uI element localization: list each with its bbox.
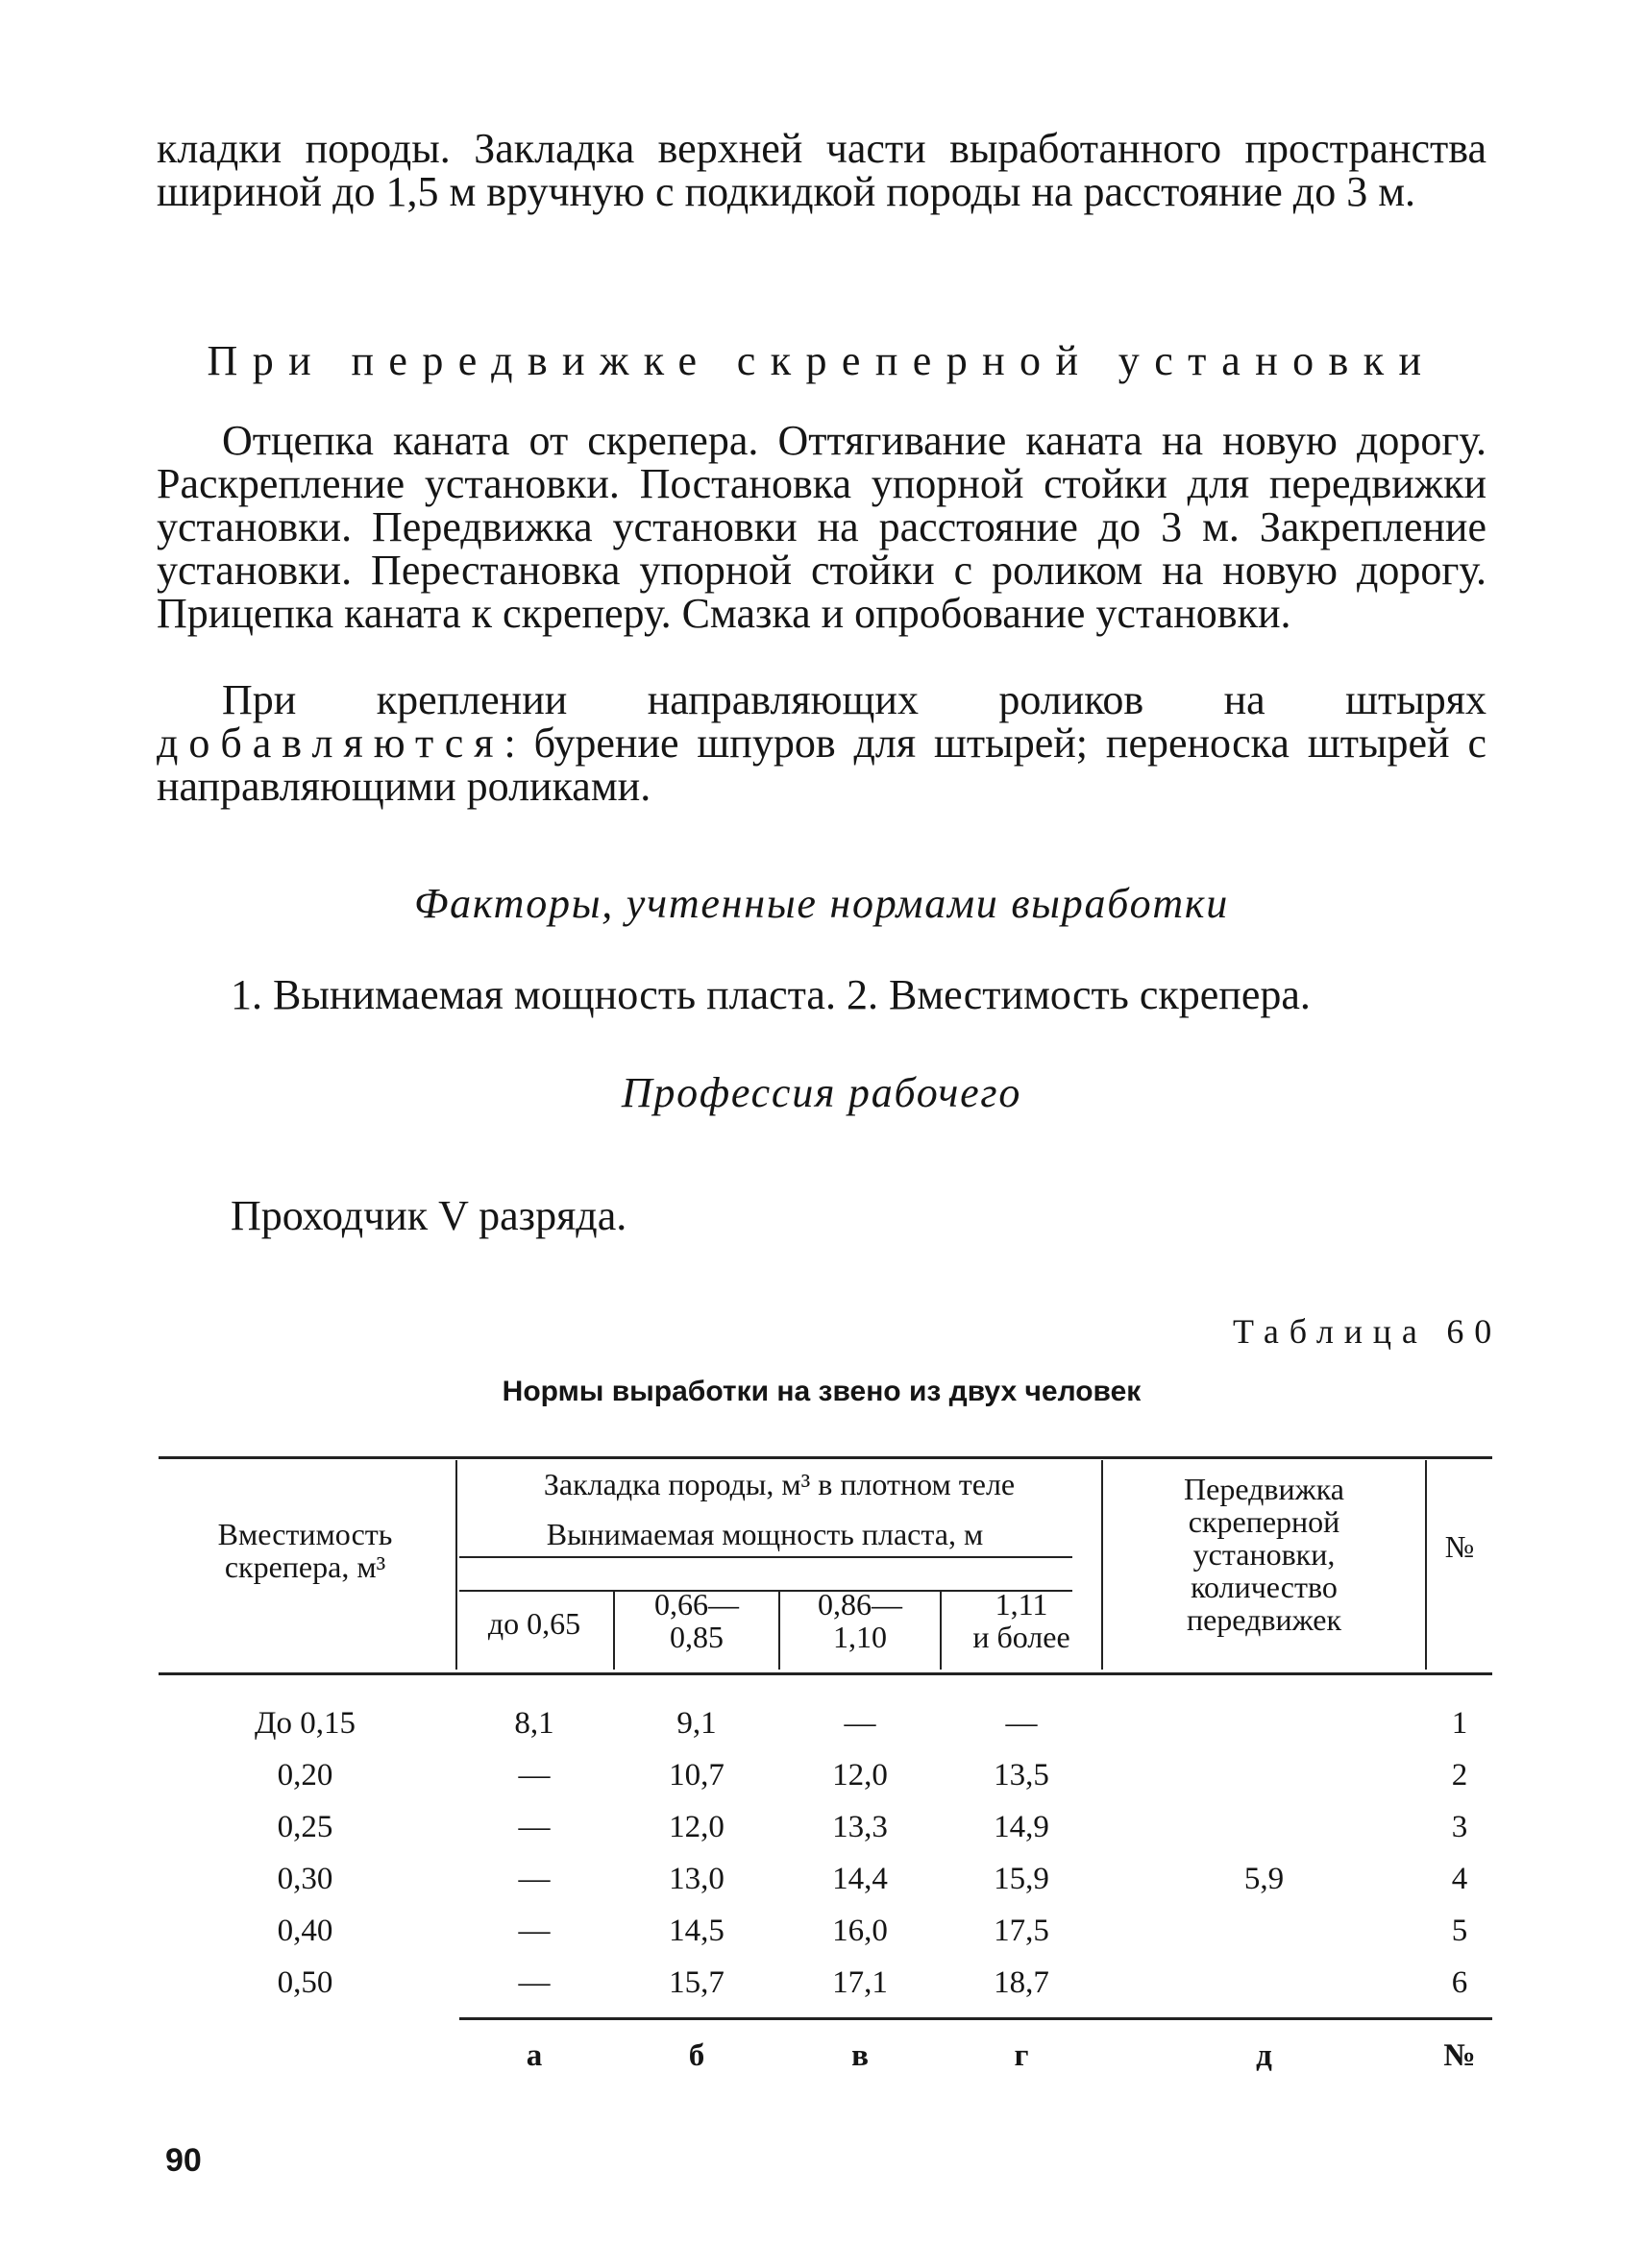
cell-a: — [518, 1758, 551, 1792]
header-col-d-2: и более [972, 1620, 1070, 1654]
header-col-c [780, 1588, 940, 1653]
header-move-2: скреперной [1188, 1504, 1340, 1539]
cell-b: 12,0 [669, 1810, 725, 1844]
cell-d: 14,9 [994, 1810, 1049, 1844]
cell-capacity: 0,30 [277, 1862, 333, 1896]
note-paragraph [157, 678, 1486, 808]
section-heading: При передвижке скреперной установки [207, 337, 1437, 384]
table-header-rule [159, 1672, 1492, 1675]
note-emphasis: добавляются [157, 719, 504, 767]
cell-num: 2 [1451, 1758, 1468, 1792]
cell-capacity: 0,25 [277, 1810, 333, 1844]
footer-letter-b: б [688, 2038, 705, 2073]
header-capacity-line2: скрепера, м³ [224, 1549, 386, 1584]
table-bottom-rule [459, 2017, 1492, 2020]
table-top-rule [159, 1456, 1492, 1459]
cell-d: 15,9 [994, 1862, 1049, 1896]
cell-move: 5,9 [1243, 1862, 1285, 1896]
note-after: : бурение шпуров для штырей; переноска штырей с направляющими роликами. [157, 719, 1486, 810]
header-col-d [942, 1588, 1101, 1653]
header-col-c-2: 1,10 [833, 1620, 887, 1654]
cell-num: 3 [1451, 1810, 1468, 1844]
factors-text: 1. Вынимаемая мощность пласта. 2. Вместимость скрепера. [231, 971, 1311, 1018]
profession-heading: Профессия рабочего [621, 1069, 1022, 1116]
header-move-4: количество [1191, 1570, 1338, 1604]
footer-letter-a: а [526, 2038, 543, 2073]
header-thickness-group: Вынимаемая мощность пласта, м [546, 1517, 984, 1551]
header-col-b-2: 0,85 [670, 1620, 724, 1654]
cell-capacity: 0,20 [277, 1758, 333, 1792]
cell-d: 17,5 [994, 1914, 1049, 1948]
footer-letter-d: г [1014, 2038, 1029, 2073]
cell-b: 9,1 [676, 1706, 717, 1741]
cell-c: 14,4 [832, 1862, 888, 1896]
header-capacity [159, 1518, 452, 1583]
cell-num: 6 [1451, 1965, 1468, 2000]
cell-b: 10,7 [669, 1758, 725, 1792]
cell-num: 1 [1451, 1706, 1468, 1741]
table-label: Таблица 60 [1233, 1312, 1502, 1351]
thickness-group-rule [459, 1556, 1072, 1558]
cell-a: — [518, 1914, 551, 1948]
header-move [1103, 1473, 1425, 1636]
header-col-b [615, 1588, 778, 1653]
cell-capacity: 0,50 [277, 1965, 333, 2000]
header-move-5: передвижек [1186, 1602, 1342, 1637]
cell-capacity: 0,40 [277, 1914, 333, 1948]
profession-text: Проходчик V разряда. [231, 1192, 627, 1239]
cell-num: 4 [1451, 1862, 1468, 1896]
cell-c: 12,0 [832, 1758, 888, 1792]
table-caption: Нормы выработки на звено из двух человек [502, 1376, 1142, 1407]
cell-a: — [518, 1965, 551, 2000]
header-move-1: Передвижка [1184, 1472, 1344, 1506]
note-before: При креплении направляющих роликов на штырях [222, 676, 1486, 723]
section-paragraph: Отцепка каната от скрепера. Оттягивание каната на новую дорогу. Раскрепление установки. Постановка упорной стойки для передвижки установки. Передвижка установки на расстояние до 3 м. Закрепление установки. Перестановка упорной стойки с роликом на новую дорогу. Прицепка каната к скреперу. Смазка и опробование установки. [157, 417, 1486, 637]
cell-b: 13,0 [669, 1862, 725, 1896]
cell-d: 13,5 [994, 1758, 1049, 1792]
footer-letter-num: № [1443, 2038, 1476, 2073]
header-num: № [1444, 1529, 1475, 1564]
cell-a: 8,1 [514, 1706, 554, 1741]
footer-letter-c: в [851, 2038, 869, 2073]
cell-d: 18,7 [994, 1965, 1049, 2000]
cell-capacity: До 0,15 [254, 1706, 356, 1741]
cell-c: 16,0 [832, 1914, 888, 1948]
cell-b: 15,7 [669, 1965, 725, 2000]
footer-letter-e: д [1256, 2038, 1272, 2073]
header-col-d-1: 1,11 [995, 1587, 1048, 1622]
cell-c: 13,3 [832, 1810, 888, 1844]
header-move-3: установки, [1192, 1537, 1336, 1572]
header-fill-group: Закладка породы, м³ в плотном теле [543, 1467, 1016, 1501]
factors-heading: Факторы, учтенные нормами выработки [414, 880, 1229, 927]
header-col-b-1: 0,66— [654, 1587, 739, 1622]
cell-b: 14,5 [669, 1914, 725, 1948]
header-col-a: до 0,65 [487, 1606, 581, 1641]
cell-num: 5 [1451, 1914, 1468, 1948]
divider-num [1425, 1460, 1427, 1670]
cell-c: — [844, 1706, 876, 1741]
intro-paragraph: кладки породы. Закладка верхней части выработанного пространства шириной до 1,5 м вручную с подкидкой породы на расстояние до 3 м. [157, 125, 1486, 215]
cell-c: 17,1 [832, 1965, 888, 2000]
page-number: 90 [165, 2142, 202, 2179]
header-col-c-1: 0,86— [818, 1587, 902, 1622]
cell-a: — [518, 1862, 551, 1896]
header-capacity-line1: Вместимость [217, 1517, 393, 1551]
cell-a: — [518, 1810, 551, 1844]
cell-d: — [1005, 1706, 1038, 1741]
